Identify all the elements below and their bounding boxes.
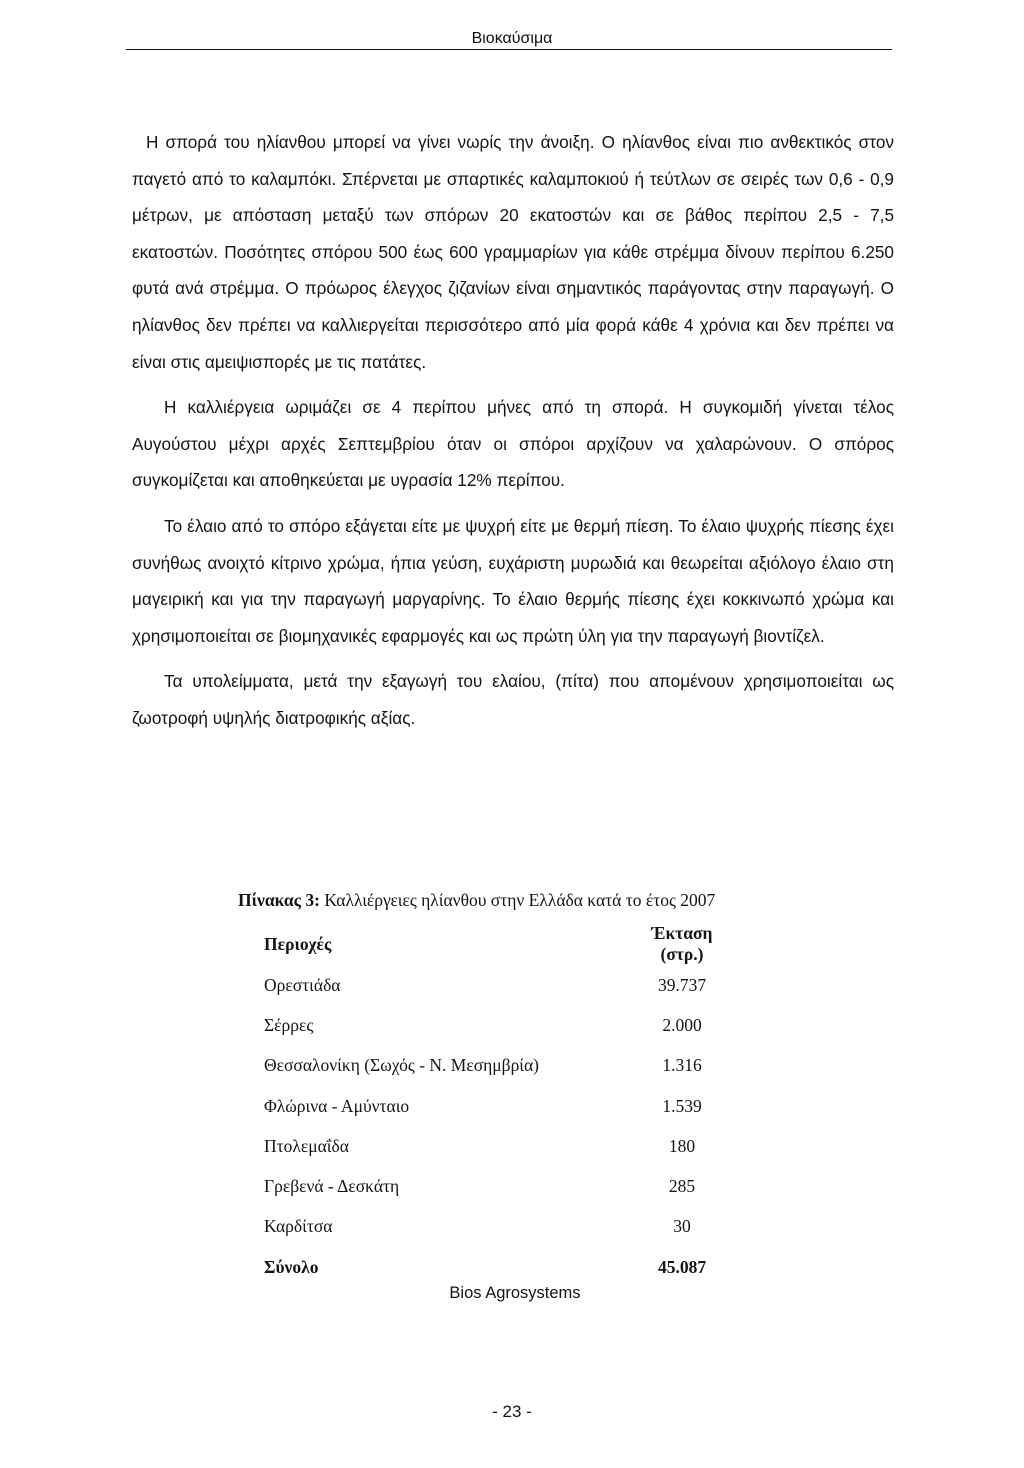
- total-value: 45.087: [657, 1256, 707, 1277]
- header-rule: [126, 49, 892, 50]
- region-cell: Φλώρινα - Αμύνταιο: [264, 1095, 410, 1116]
- area-cell: 1.316: [662, 1055, 702, 1076]
- table-caption-text: Καλλιέργειες ηλίανθου στην Ελλάδα κατά το έτος 2007: [319, 890, 716, 910]
- region-cell: Πτολεμαΐδα: [264, 1135, 349, 1156]
- region-cell: Γρεβενά - Δεσκάτη: [264, 1176, 400, 1197]
- table-total-row: [264, 1247, 732, 1287]
- header-area: Έκταση (στρ.): [651, 923, 713, 964]
- area-cell: 180: [668, 1135, 696, 1156]
- table-caption-label: Πίνακας 3:: [238, 890, 320, 910]
- area-cell: 2.000: [662, 1014, 702, 1035]
- table-row: [264, 1126, 732, 1166]
- table-row: [264, 1046, 732, 1086]
- paragraph-residues: Τα υπολείμματα, μετά την εξαγωγή του ελαίου, (πίτα) που απομένουν χρησιμοποιείται ως ζωοτροφή υψηλής διατροφικής αξίας.: [132, 671, 894, 728]
- sunflower-table: [264, 923, 732, 1287]
- body-text: [132, 124, 894, 746]
- region-cell: Ορεστιάδα: [264, 974, 341, 995]
- region-cell: Καρδίτσα: [264, 1216, 333, 1237]
- table-row: [264, 1166, 732, 1206]
- table-row: [264, 1086, 732, 1126]
- table-row: [264, 965, 732, 1005]
- area-cell: 285: [668, 1176, 696, 1197]
- table-source: Bios Agrosystems: [449, 1284, 581, 1302]
- table-header-row: [264, 923, 732, 965]
- running-title: Βιοκαύσιμα: [471, 30, 553, 47]
- area-cell: 1.539: [662, 1095, 702, 1116]
- region-cell: Σέρρες: [264, 1014, 314, 1035]
- sunflower-table-block: [232, 890, 792, 1287]
- paragraph-sowing: Η σπορά του ηλίανθου μπορεί να γίνει νωρίς την άνοιξη. Ο ηλίανθος είναι πιο ανθεκτικός στον παγετό από το καλαμπόκι. Σπέρνεται με σπαρτικές καλαμποκιού ή τεύτλων σε σειρές των 0,6 - 0,9 μέτρων, με απόσταση μεταξύ των σπόρων 20 εκατοστών και σε βάθος περίπου 2,5 - 7,5 εκατοστών. Ποσότητες σπόρου 500 έως 600 γραμμαρίων για κάθε στρέμμα δίνουν περίπου 6.250 φυτά ανά στρέμμα. Ο πρόωρος έλεγχος ζιζανίων είναι σημαντικός παράγοντας στην παραγωγή. Ο ηλίανθος δεν πρέπει να καλλιεργείται περισσότερο από μία φορά κάθε 4 χρόνια και δεν πρέπει να είναι στις αμειψισπορές με τις πατάτες.: [132, 132, 894, 372]
- paragraph-oil: Το έλαιο από το σπόρο εξάγεται είτε με ψυχρή είτε με θερμή πίεση. Το έλαιο ψυχρής πίεσης έχει συνήθως ανοιχτό κίτρινο χρώμα, ήπια γεύση, ευχάριστη μυρωδιά και θεωρείται αξιόλογο έλαιο στη μαγειρική και για την παραγωγή μαργαρίνης. Το έλαιο θερμής πίεσης έχει κοκκινωπό χρώμα και χρησιμοποιείται σε βιομηχανικές εφαρμογές και ως πρώτη ύλη για την παραγωγή βιοντίζελ.: [132, 515, 894, 646]
- table-row: [264, 1207, 732, 1247]
- table-caption: [238, 890, 792, 911]
- page-number: - 23 -: [492, 1402, 532, 1421]
- paragraph-harvest: Η καλλιέργεια ωριμάζει σε 4 περίπου μήνες από τη σπορά. Η συγκομιδή γίνεται τέλος Αυγούστου μέχρι αρχές Σεπτεμβρίου όταν οι σπόροι αρχίζουν να χαλαρώνουν. Ο σπόρος συγκομίζεται και αποθηκεύεται με υγρασία 12% περίπου.: [132, 397, 894, 491]
- area-cell: 30: [673, 1216, 691, 1237]
- table-row: [264, 1005, 732, 1045]
- region-cell: Θεσσαλονίκη (Σωχός - Ν. Μεσημβρία): [264, 1055, 540, 1076]
- header-regions: Περιοχές: [264, 933, 332, 954]
- total-label: Σύνολο: [264, 1256, 319, 1277]
- area-cell: 39.737: [657, 974, 707, 995]
